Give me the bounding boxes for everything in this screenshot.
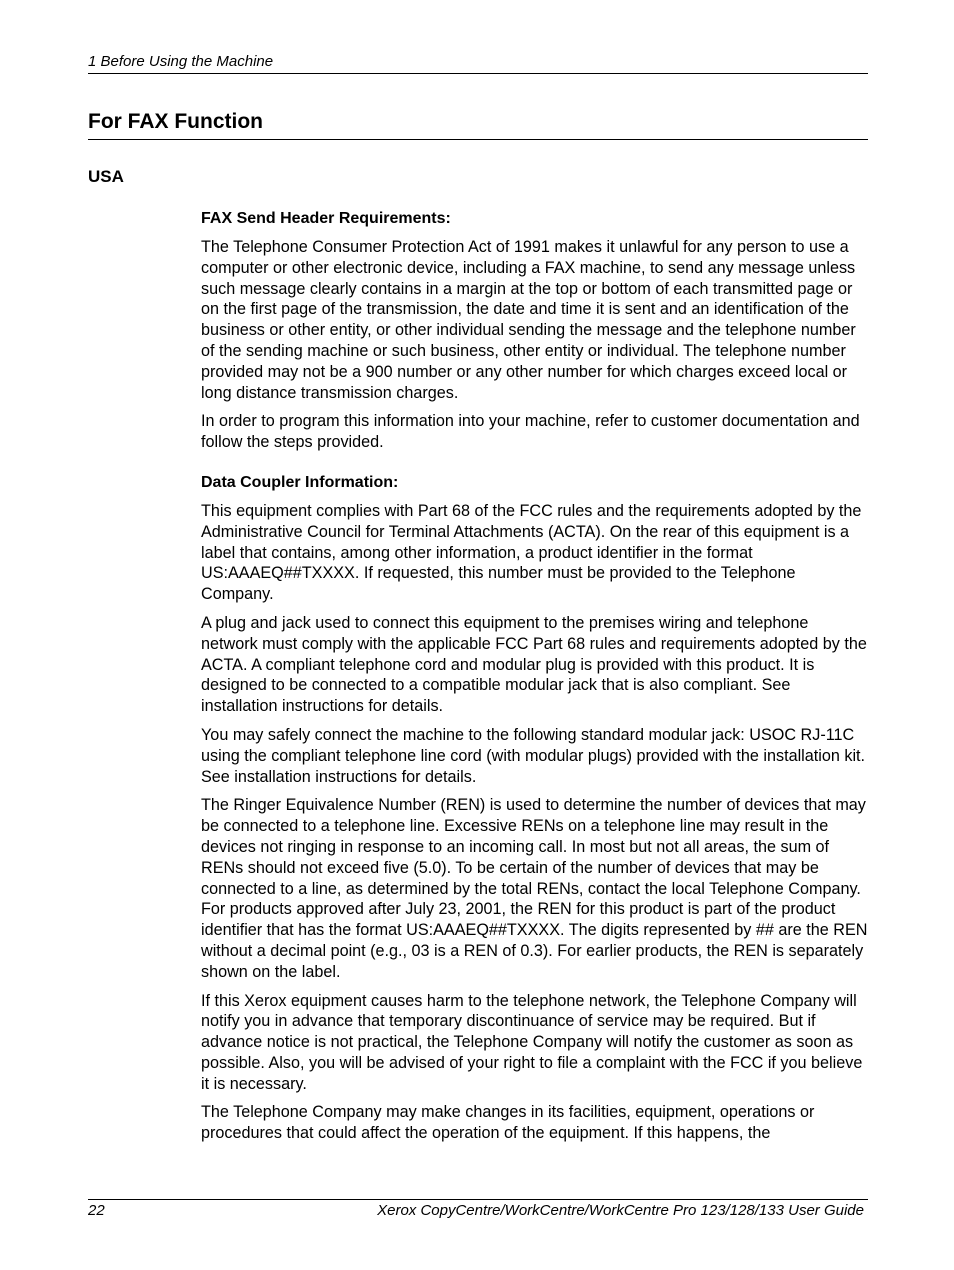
country-subtitle: USA xyxy=(88,167,124,186)
footer-doc-title: Xerox CopyCentre/WorkCentre/WorkCentre Pro 123/128/133 User Guide xyxy=(377,1202,864,1219)
paragraph: This equipment complies with Part 68 of the FCC rules and the requirements adopted by the Administrative Council for Terminal Attachments (ACTA). On the rear of this equipment is a label that contains, among other information, a product identifier in the format US:AAAEQ##TXXXX. If requested, this number must be provided to the Telephone Company. xyxy=(201,501,862,604)
section-title: For FAX Function xyxy=(88,110,263,133)
paragraph: In order to program this information into your machine, refer to customer documentation and follow the steps provided. xyxy=(201,412,860,452)
body-column xyxy=(201,208,869,1152)
header-rule xyxy=(88,73,868,74)
running-header: 1 Before Using the Machine xyxy=(88,53,274,70)
fax-header-heading: FAX Send Header Requirements: xyxy=(201,210,451,227)
footer-rule xyxy=(88,1199,868,1200)
paragraph: The Ringer Equivalence Number (REN) is used to determine the number of devices that may be connected to a telephone line. Excessive RENs on a telephone line may result in the devices not ringing in response to an incoming call. In most but not all areas, the sum of RENs should not exceed five (5.0). To be certain of the number of devices that may be connected to a line, as determined by the total RENs, contact the local Telephone Company. For products approved after July 23, 2001, the REN for this product is part of the product identifier that has the format US:AAAEQ##TXXXX. The digits represented by ## are the REN without a decimal point (e.g., 03 is a REN of 0.3). For earlier products, the REN is separately shown on the label. xyxy=(201,796,868,981)
title-rule xyxy=(88,139,868,140)
data-coupler-heading: Data Coupler Information: xyxy=(201,473,399,491)
page-number: 22 xyxy=(88,1202,105,1219)
paragraph: A plug and jack used to connect this equipment to the premises wiring and telephone network must comply with the applicable FCC Part 68 rules and requirements adopted by the ACTA. A compliant telephone cord and modular plug is provided with this product. It is designed to be connected to a compatible modular jack that is also compliant. See installation instructions for details. xyxy=(201,613,867,716)
paragraph: The Telephone Consumer Protection Act of 1991 makes it unlawful for any person to use a computer or other electronic device, including a FAX machine, to send any message unless such message clearly contains in a margin at the top or bottom of each transmitted page or on the first page of the transmission, the date and time it is sent and an identification of the business or other entity, or other individual sending the message and the telephone number of the sending machine or such business, other entity or individual. The telephone number provided may not be a 900 number or any other number for which charges exceed local or long distance transmission charges. xyxy=(201,238,856,402)
paragraph: If this Xerox equipment causes harm to the telephone network, the Telephone Company will notify you in advance that temporary discontinuance of service may be required. But if advance notice is not practical, the Telephone Company will notify the customer as soon as possible. Also, you will be advised of your right to file a complaint with the FCC if you believe it is necessary. xyxy=(201,991,863,1093)
paragraph: You may safely connect the machine to the following standard modular jack: USOC RJ-11C using the compliant telephone line cord (with modular plugs) provided with the installation kit. See installation instructions for details. xyxy=(201,725,866,786)
paragraph: The Telephone Company may make changes in its facilities, equipment, operations or procedures that could affect the operation of the equipment. If this happens, the xyxy=(201,1103,815,1143)
